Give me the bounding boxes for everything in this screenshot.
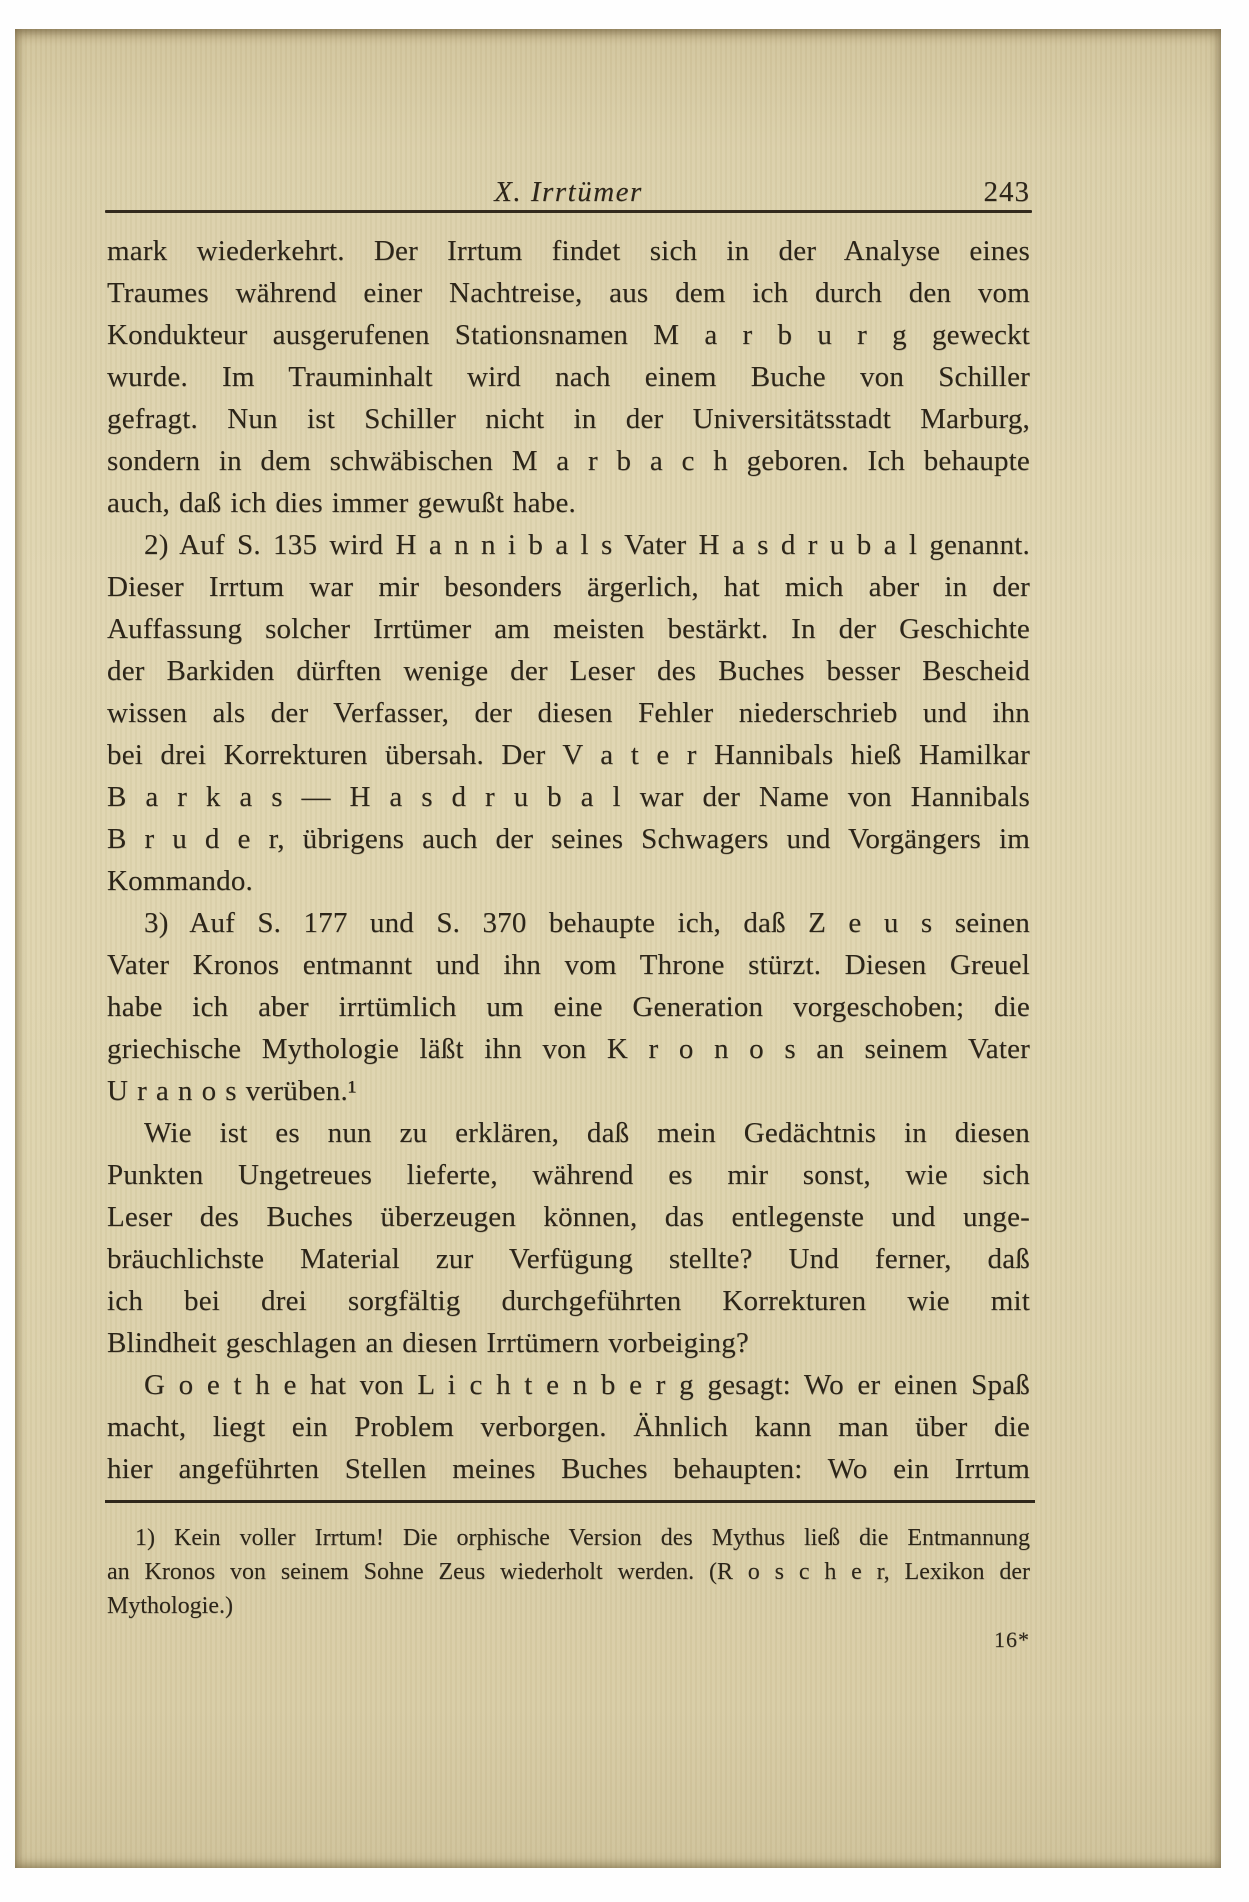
chapter-title: X. Irrtümer [494, 176, 643, 208]
text-line: 2) Auf S. 135 wird H a n n i b a l s Vater H a s d r u b a l genannt. [144, 529, 1030, 561]
text-line: habe ich aber irrtümlich um eine Generation vorgeschoben; die [107, 991, 1030, 1023]
text-line: 3) Auf S. 177 und S. 370 behaupte ich, daß Z e u s seinen [144, 907, 1030, 939]
text-line: Wie ist es nun zu erklären, daß mein Gedächtnis in diesen [144, 1117, 1030, 1149]
text-line: U r a n o s verüben.¹ [107, 1075, 357, 1107]
text-block [107, 29, 1030, 1868]
footnote-rule [105, 1500, 1035, 1503]
text-line: hier angeführten Stellen meines Buches behaupten: Wo ein Irrtum [107, 1453, 1030, 1485]
signature-mark: 16* [994, 1627, 1030, 1652]
body-text [107, 230, 1030, 1490]
text-line: mark wiederkehrt. Der Irrtum findet sich in der Analyse eines [107, 235, 1030, 267]
text-line: B r u d e r, übrigens auch der seines Schwagers und Vorgängers im [107, 823, 1030, 855]
text-line: Dieser Irrtum war mir besonders ärgerlich, hat mich aber in der [107, 571, 1030, 603]
footnote-line: an Kronos von seinem Sohne Zeus wiederholt werden. (R o s c h e r, Lexikon der [107, 1559, 1030, 1585]
book-page [15, 29, 1221, 1868]
text-line: gefragt. Nun ist Schiller nicht in der Universitätsstadt Marburg, [107, 403, 1030, 435]
text-line: Kommando. [107, 865, 253, 897]
text-line: bei drei Korrekturen übersah. Der V a t e r Hannibals hieß Hamilkar [107, 739, 1030, 771]
text-line: wurde. Im Trauminhalt wird nach einem Buche von Schiller [107, 361, 1030, 393]
text-line: griechische Mythologie läßt ihn von K r o n o s an seinem Vater [107, 1033, 1030, 1065]
text-line: sondern in dem schwäbischen M a r b a c h geboren. Ich behaupte [107, 445, 1030, 477]
text-line: Kondukteur ausgerufenen Stationsnamen M a r b u r g geweckt [107, 319, 1030, 351]
text-line: ich bei drei sorgfältig durchgeführten Korrekturen wie mit [107, 1285, 1030, 1317]
text-line: Traumes während einer Nachtreise, aus dem ich durch den vom [107, 277, 1030, 309]
text-line: Vater Kronos entmannt und ihn vom Throne stürzt. Diesen Greuel [107, 949, 1030, 981]
text-line: G o e t h e hat von L i c h t e n b e r g gesagt: Wo er einen Spaß [144, 1369, 1030, 1401]
text-line: Leser des Buches überzeugen können, das entlegenste und unge- [107, 1201, 1030, 1233]
page-number: 243 [983, 176, 1030, 208]
text-line: B a r k a s — H a s d r u b a l war der Name von Hannibals [107, 781, 1030, 813]
text-line: macht, liegt ein Problem verborgen. Ähnlich kann man über die [107, 1411, 1030, 1443]
page-header [107, 175, 1030, 215]
footnote-line: 1) Kein voller Irrtum! Die orphische Version des Mythus ließ die Entmannung [135, 1525, 1030, 1551]
text-line: auch, daß ich dies immer gewußt habe. [107, 487, 576, 519]
text-line: Punkten Ungetreues lieferte, während es mir sonst, wie sich [107, 1159, 1030, 1191]
text-line: bräuchlichste Material zur Verfügung stellte? Und ferner, daß [107, 1243, 1030, 1275]
footnote [107, 1521, 1030, 1623]
text-line: Auffassung solcher Irrtümer am meisten bestärkt. In der Geschichte [107, 613, 1030, 645]
header-rule [105, 210, 1032, 213]
text-line: der Barkiden dürften wenige der Leser des Buches besser Bescheid [107, 655, 1030, 687]
text-line: Blindheit geschlagen an diesen Irrtümern vorbeiging? [107, 1327, 750, 1359]
footnote-line: Mythologie.) [107, 1593, 233, 1619]
text-line: wissen als der Verfasser, der diesen Fehler niederschrieb und ihn [107, 697, 1030, 729]
